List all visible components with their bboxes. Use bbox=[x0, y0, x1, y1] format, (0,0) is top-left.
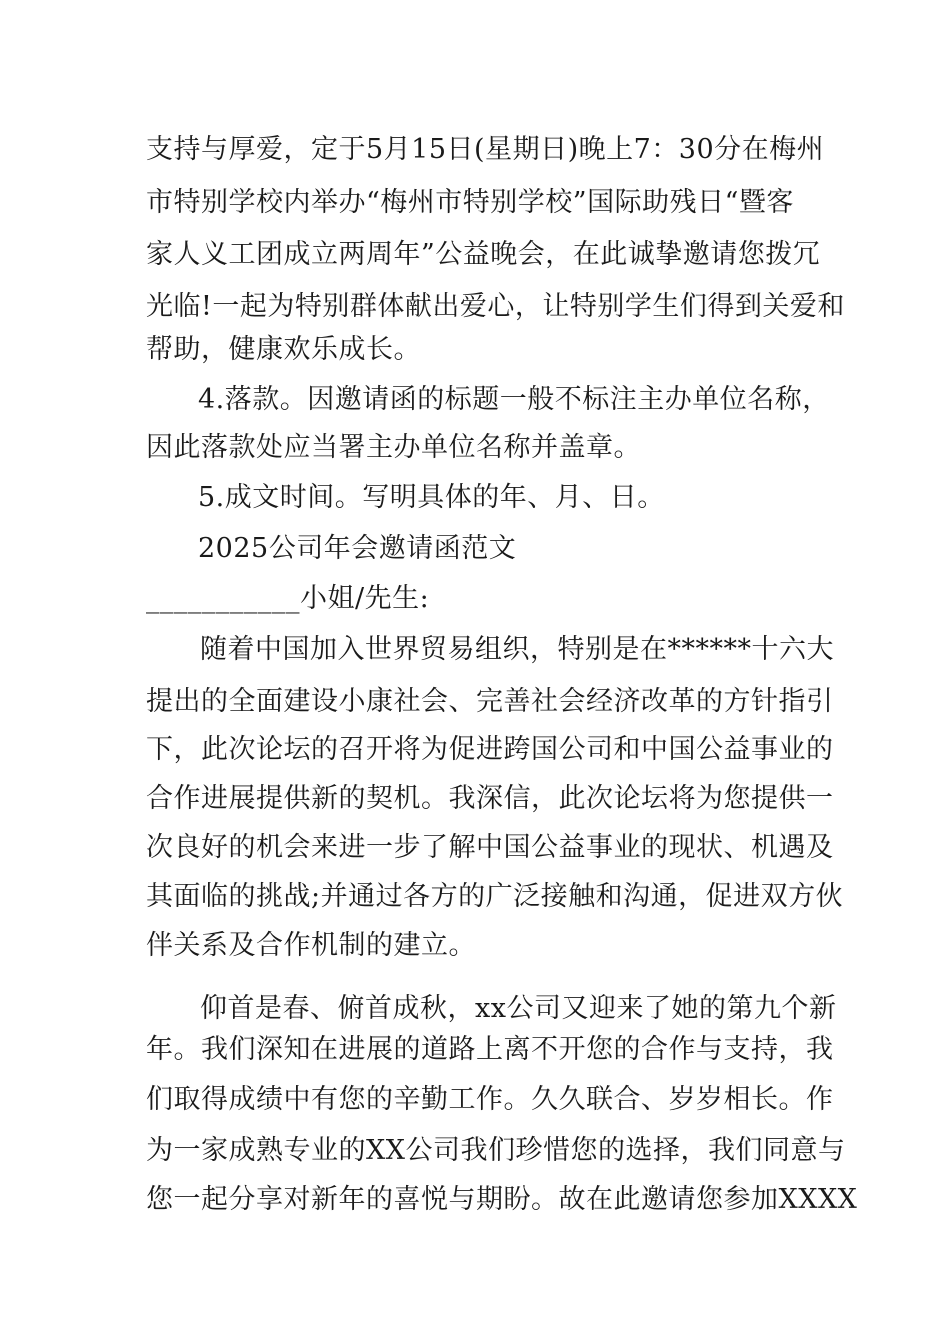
text-line: 您一起分享对新年的喜悦与期盼。故在此邀请您参加XXXX bbox=[146, 1184, 858, 1215]
text-line: 们取得成绩中有您的辛勤工作。久久联合、岁岁相长。作 bbox=[146, 1084, 834, 1115]
text-line: 支持与厚爱，定于5月15日(星期日)晚上7：30分在梅州 bbox=[146, 134, 825, 165]
text-line: 光临!一起为特别群体献出爱心，让特别学生们得到关爱和 bbox=[146, 291, 845, 322]
text-line: 其面临的挑战;并通过各方的广泛接触和沟通，促进双方伙 bbox=[146, 881, 844, 912]
text-line: 年。我们深知在进展的道路上离不开您的合作与支持，我 bbox=[146, 1034, 834, 1065]
paragraph-start: 仰首是春、俯首成秋，xx公司又迎来了她的第九个新 bbox=[200, 993, 837, 1024]
section-item-5: 5.成文时间。写明具体的年、月、日。 bbox=[198, 482, 665, 513]
text-line: 伴关系及合作机制的建立。 bbox=[146, 930, 476, 961]
text-line: 次良好的机会来进一步了解中国公益事业的现状、机遇及 bbox=[146, 832, 834, 863]
text-line: 帮助，健康欢乐成长。 bbox=[146, 334, 421, 365]
text-line: 为一家成熟专业的XX公司我们珍惜您的选择，我们同意与 bbox=[146, 1135, 846, 1166]
text-line: 家人义工团成立两周年”公益晚会，在此诚挚邀请您拨冗 bbox=[146, 239, 821, 270]
text-line: 市特别学校内举办“梅州市特别学校”国际助残日“暨客 bbox=[146, 187, 794, 218]
text-line: 因此落款处应当署主办单位名称并盖章。 bbox=[146, 432, 641, 463]
paragraph-start: 随着中国加入世界贸易组织，特别是在******十六大 bbox=[200, 634, 834, 665]
section-item-4: 4.落款。因邀请函的标题一般不标注主办单位名称， bbox=[198, 384, 830, 415]
text-line: 合作进展提供新的契机。我深信，此次论坛将为您提供一 bbox=[146, 783, 834, 814]
salutation: ___________小姐/先生: bbox=[146, 583, 430, 614]
text-line: 提出的全面建设小康社会、完善社会经济改革的方针指引 bbox=[146, 686, 834, 717]
section-title: 2025公司年会邀请函范文 bbox=[198, 533, 517, 564]
text-line: 下，此次论坛的召开将为促进跨国公司和中国公益事业的 bbox=[146, 734, 834, 765]
